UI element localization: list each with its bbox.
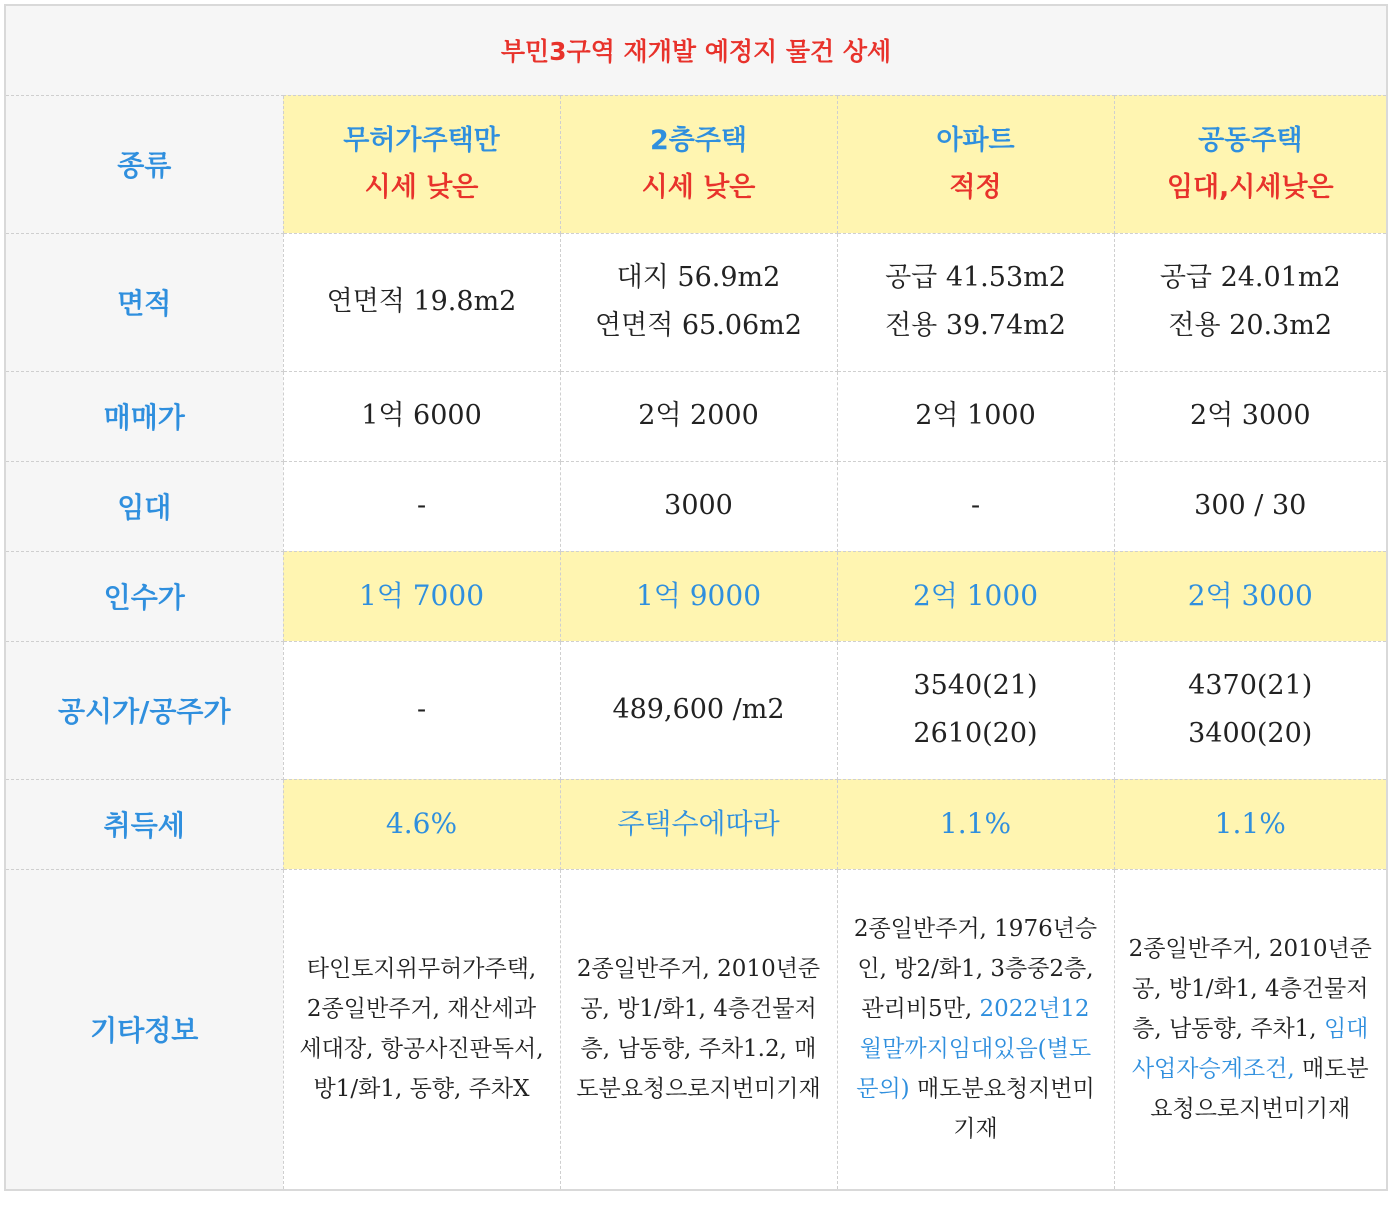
title-row	[6, 6, 1386, 95]
sale-price-cell: 2억 2000	[560, 371, 837, 461]
type-note: 적정	[949, 172, 1002, 203]
type-name: 무허가주택만	[343, 125, 500, 156]
area-line: 연면적 19.8m2	[326, 286, 517, 317]
row-header-other-info: 기타정보	[6, 869, 283, 1189]
type-cell	[283, 95, 560, 233]
type-name: 공동주택	[1198, 125, 1303, 156]
lease-cell: 3000	[560, 461, 837, 551]
official-price-cell	[283, 641, 560, 779]
lease-row	[6, 461, 1386, 551]
other-info-text: 2종일반주거, 2010년준공, 방1/화1, 4층건물저층, 남동향, 주차1,	[1128, 936, 1372, 1043]
official-price-line: 3540(21)	[913, 670, 1038, 701]
lease-cell: 300 / 30	[1114, 461, 1386, 551]
area-line: 전용 39.74m2	[885, 310, 1066, 341]
type-cell	[560, 95, 837, 233]
area-line: 전용 20.3m2	[1168, 310, 1333, 341]
area-line: 공급 24.01m2	[1159, 262, 1341, 293]
area-line: 공급 41.53m2	[885, 262, 1066, 293]
takeover-price-cell: 2억 3000	[1114, 551, 1386, 641]
type-name: 아파트	[936, 125, 1015, 156]
type-row	[6, 95, 1386, 233]
row-header-lease: 임대	[6, 461, 283, 551]
other-info-cell	[283, 869, 560, 1189]
takeover-price-row	[6, 551, 1386, 641]
type-note: 시세 낮은	[364, 172, 479, 203]
type-cell	[837, 95, 1114, 233]
sale-price-cell: 1억 6000	[283, 371, 560, 461]
property-detail-table	[6, 6, 1386, 1189]
takeover-price-cell: 1억 7000	[283, 551, 560, 641]
official-price-line: 4370(21)	[1188, 670, 1313, 701]
official-price-line: 489,600 /m2	[612, 694, 785, 725]
sale-price-row	[6, 371, 1386, 461]
type-note: 임대,시세낮은	[1166, 172, 1334, 203]
sale-price-cell: 2억 1000	[837, 371, 1114, 461]
official-price-line: 2610(20)	[913, 718, 1038, 749]
row-header-sale-price: 매매가	[6, 371, 283, 461]
area-cell	[837, 233, 1114, 371]
lease-cell: -	[283, 461, 560, 551]
official-price-line: 3400(20)	[1188, 718, 1313, 749]
other-info-row	[6, 869, 1386, 1189]
other-info-highlight: 2022년12월말까지임대있음(별도문의)	[856, 996, 1092, 1103]
acquisition-tax-row	[6, 779, 1386, 869]
type-name: 2층주택	[649, 125, 748, 156]
acquisition-tax-cell: 주택수에따라	[560, 779, 837, 869]
area-cell	[1114, 233, 1386, 371]
other-info-text: 매도분요청지번미기재	[909, 1076, 1095, 1143]
sale-price-cell: 2억 3000	[1114, 371, 1386, 461]
area-cell	[283, 233, 560, 371]
other-info-text: 타인토지위무허가주택, 2종일반주거, 재산세과세대장, 항공사진판독서, 방1/화1, 동향, 주차X	[299, 956, 544, 1103]
other-info-text: 2종일반주거, 1976년승인, 방2/화1, 3층중2층, 관리비5만,	[853, 916, 1098, 1023]
row-header-area: 면적	[6, 233, 283, 371]
row-header-acquisition-tax: 취득세	[6, 779, 283, 869]
table-title: 부민3구역 재개발 예정지 물건 상세	[6, 6, 1386, 95]
area-line: 대지 56.9m2	[616, 262, 781, 293]
area-row	[6, 233, 1386, 371]
row-header-type: 종류	[6, 95, 283, 233]
official-price-cell	[837, 641, 1114, 779]
official-price-cell	[560, 641, 837, 779]
official-price-row	[6, 641, 1386, 779]
other-info-cell	[837, 869, 1114, 1189]
area-line: 연면적 65.06m2	[595, 310, 802, 341]
type-cell	[1114, 95, 1386, 233]
other-info-text: 2종일반주거, 2010년준공, 방1/화1, 4층건물저층, 남동향, 주차1.2, 매도분요청으로지번미기재	[576, 956, 821, 1103]
takeover-price-cell: 1억 9000	[560, 551, 837, 641]
takeover-price-cell: 2억 1000	[837, 551, 1114, 641]
row-header-takeover-price: 인수가	[6, 551, 283, 641]
type-note: 시세 낮은	[641, 172, 756, 203]
area-cell	[560, 233, 837, 371]
official-price-cell	[1114, 641, 1386, 779]
acquisition-tax-cell: 1.1%	[837, 779, 1114, 869]
acquisition-tax-cell: 1.1%	[1114, 779, 1386, 869]
other-info-text: 매도분요청으로지번미기재	[1150, 1056, 1369, 1123]
property-detail-table-container	[4, 4, 1388, 1191]
other-info-cell	[1114, 869, 1386, 1189]
lease-cell: -	[837, 461, 1114, 551]
row-header-official-price: 공시가/공주가	[6, 641, 283, 779]
acquisition-tax-cell: 4.6%	[283, 779, 560, 869]
other-info-highlight: 임대사업자승계조건,	[1131, 1016, 1369, 1083]
other-info-cell	[560, 869, 837, 1189]
official-price-line: -	[416, 694, 427, 725]
